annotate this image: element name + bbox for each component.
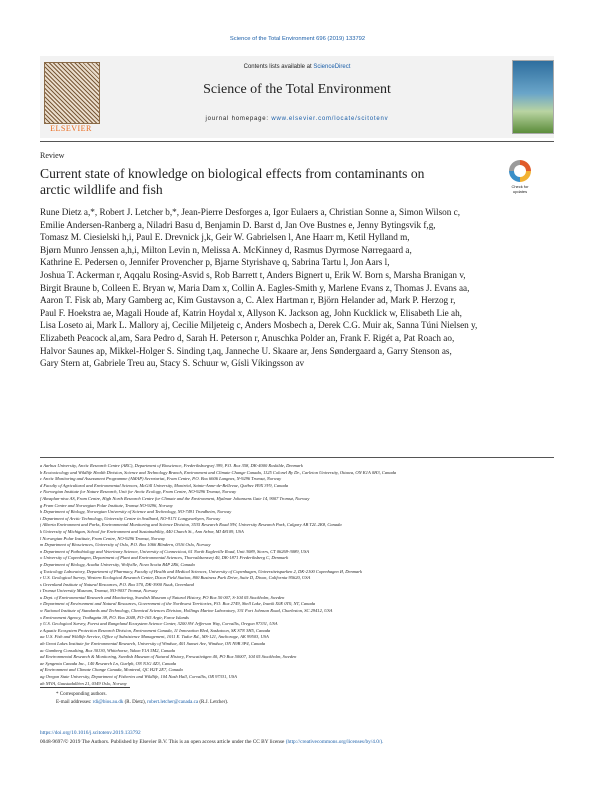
affiliation: v Department of Environment and Natural Resources, Government of the Northwest Territories, P.O. Box 2749, Shell Lake, Inuvik X0E 0T0, NT, Canada <box>40 601 316 607</box>
doi-block <box>40 729 383 746</box>
affiliation: m Department of Biosciences, University of Oslo, P.O. Box 1066 Blindern, 0316 Oslo, Norway <box>40 542 211 548</box>
author-line: Halvor Saunes ap, Mikkel-Holger S. Sinding t,aq, Janneche U. Skaare ar, Jens Søndergaard a, Garry Stenson as, <box>40 345 452 356</box>
author-line: Paul F. Hoekstra ae, Magali Houde af, Katrin Hoydal x, Allyson K. Jackson ag, John Kucklick w, Elisabeth Lie ah, <box>40 307 462 318</box>
paper-title <box>40 166 480 198</box>
author-list <box>40 206 560 370</box>
contents-line <box>40 64 554 70</box>
affiliation: k University of Michigan, School for Environment and Sustainability, 440 Church St., Ann Arbor, MI 48109, USA <box>40 528 244 534</box>
affiliation: f Akvaplan-niva AS, Fram Centre, High North Research Centre for Climate and the Environment, Hjalmar Johansens Gate 14, 9007 Tromsø, Norway <box>40 495 310 501</box>
title-line: arctic wildlife and fish <box>40 182 163 197</box>
author-line: Kathrine E. Pedersen o, Jennifer Provencher p, Bjarne Styrishave q, Sabrina Tartu l, Jon Aars l, <box>40 257 390 268</box>
affiliation: o University of Copenhagen, Department of Plant and Environmental Sciences, Thorvaldsensvej 40, DK-1871 Frederiksberg C, Denmark <box>40 555 289 561</box>
affiliation: x Environment Agency, Traðagøta 38, P.O. Box 2048, FO-165 Argir, Faroe Islands <box>40 614 189 620</box>
affiliation: ae Syngenta Canada Inc., 140 Research Ln, Guelph, ON N1G 4Z3, Canada <box>40 660 177 666</box>
journal-cover-image[interactable] <box>512 60 554 134</box>
affiliation: ah NIVA, Gaustadalléen 21, 0349 Oslo, Norway <box>40 680 127 686</box>
author-line: Aaron T. Fisk ab, Mary Gamberg ac, Kim Gustavson a, C. Alex Hartman r, Björn Helander ad, Mark P. Herzog r, <box>40 295 456 306</box>
affiliation: r U.S. Geological Survey, Western Ecological Research Center, Dixon Field Station, 800 Business Park Drive, Suite D, Dixon, California 95620, USA <box>40 575 311 581</box>
journal-reference[interactable]: Science of the Total Environment 696 (2019) 133792 <box>229 36 366 42</box>
affiliation: l Norwegian Polar Institute, Fram Centre, NO-9296 Tromsø, Norway <box>40 535 166 541</box>
affiliation: w National Institute of Standards and Technology, Chemical Sciences Division, Hollings Marine Laboratory, 331 Fort Johnson Road, Charleston, SC 29412, USA <box>40 608 333 614</box>
affiliation: ab Great Lakes Institute for Environmental Research, University of Windsor, 401 Sunset Ave, Windsor, ON N9B 3P4, Canada <box>40 641 266 647</box>
header-rule <box>40 141 554 142</box>
affiliation: n Department of Pathobiology and Veterinary Science, University of Connecticut, 61 North Eagleville Road, Unit 3089, Storrs, CT 06269-3089, USA <box>40 548 310 554</box>
check-updates-label: Check for updates <box>511 184 529 194</box>
homepage-line <box>40 116 554 122</box>
affiliation: e Norwegian Institute for Nature Research, Unit for Arctic Ecology, Fram Centre, NO-9296 Tromsø, Norway <box>40 489 237 495</box>
affiliation: p Department of Biology, Acadia University, Wolfville, Nova Scotia B4P 2R6, Canada <box>40 561 195 567</box>
affiliation: h Department of Biology, Norwegian University of Science and Technology, NO-7491 Trondheim, Norway <box>40 509 232 515</box>
corresponding-label: * Corresponding authors. <box>56 692 107 697</box>
license-link[interactable]: (http://creativecommons.org/licenses/by/4.0/). <box>285 738 384 745</box>
doi-link[interactable]: https://doi.org/10.1016/j.scitotenv.2019.133792 <box>40 730 141 736</box>
affiliation: z Aquatic Ecosystem Protection Research Division, Environment Canada, 11 Innovation Blvd, Saskatoon, SK S7N 3H5, Canada <box>40 627 271 633</box>
journal-header <box>40 56 554 138</box>
author-line: Gary Stern at, Gabriele Treu au, Stacy S. Schuur w, Gísli Víkingsson av <box>40 358 305 369</box>
article-type: Review <box>40 151 65 160</box>
email-prefix: E-mail addresses: <box>56 700 92 705</box>
check-updates-icon <box>509 160 531 182</box>
homepage-prefix: journal homepage: <box>205 116 269 122</box>
homepage-link[interactable]: www.elsevier.com/locate/scitotenv <box>271 116 389 122</box>
affiliation: a Aarhus University, Arctic Research Centre (ARC), Department of Bioscience, Frederiksborgvej 399, P.O. Box 358, DK-4000 Roskilde, Denmark <box>40 463 303 468</box>
affiliation: ad Environmental Research & Monitoring, Swedish Museum of Natural History, Frescativägen 40, PO Box 50007, 104 05 Stockholm, Sweden <box>40 654 297 660</box>
copyright-line <box>40 738 383 747</box>
affiliation: c Arctic Monitoring and Assessment Programme (AMAP) Secretariat, Fram Centre, P.O. Box 6606 Langnes, N-9296 Tromsø, Norway <box>40 476 282 482</box>
affiliation: j Alberta Environment and Parks, Environmental Monitoring and Science Division, 3535 Research Road NW, University Research Park, Calgary AB T2L 2K8, Canada <box>40 522 342 528</box>
sciencedirect-link[interactable]: ScienceDirect <box>313 64 351 70</box>
affiliation: ac Gamberg Consulting, Box 30130, Whitehorse, Yukon Y1A 5M2, Canada <box>40 647 175 653</box>
affiliation-list <box>40 463 560 687</box>
corresponding-authors <box>40 691 228 707</box>
email-name-dietz: (R. Dietz), <box>124 700 146 705</box>
author-line: Joshua T. Ackerman r, Aqqalu Rosing-Asvid s, Rob Barrett t, Anders Bignert u, Erik W. Born s, Marsha Branigan v, <box>40 269 466 280</box>
title-line: Current state of knowledge on biological effects from contaminants on <box>40 166 425 181</box>
author-line: Tomasz M. Ciesielski h,i, Paul E. Drevnick j,k, Geir W. Gabrielsen l, Ane Haarr m, Ketil Hylland m, <box>40 232 410 243</box>
footnote-rule <box>40 687 130 688</box>
email-link-letcher[interactable]: robert.letcher@canada.ca <box>147 700 199 705</box>
email-name-letcher: (R.J. Letcher). <box>199 700 229 705</box>
affiliation: b Ecotoxicology and Wildlife Health Division, Science and Technology Branch, Environment and Climate Change Canada, 1125 Colonel By Dr., Carleton University, Ottawa, ON K1A 0H3, Canada <box>40 469 397 475</box>
affiliation: aa U.S. Fish and Wildlife Service, Office of Subsistence Management, 1011 E. Tudor Rd., MS-121, Anchorage, AK 99503, USA <box>40 634 269 640</box>
email-link-dietz[interactable]: rdi@bios.au.dk <box>92 700 124 705</box>
author-line: Rune Dietz a,*, Robert J. Letcher b,*, Jean-Pierre Desforges a, Igor Eulaers a, Christian Sonne a, Simon Wilson c, <box>40 207 461 217</box>
journal-title: Science of the Total Environment <box>203 82 391 97</box>
affiliation: g Fram Centre and Norwegian Polar Institute, Tromsø NO-9296, Norway <box>40 502 173 508</box>
check-for-updates-button[interactable] <box>505 160 535 200</box>
affiliations-rule <box>40 457 554 458</box>
affiliation: q Toxicology Laboratory, Department of Pharmacy, Faculty of Health and Medical Sciences, University of Copenhagen, Universitetsparken 2, DK-2100 Copenhagen Ø, Denmark <box>40 568 363 574</box>
affiliation: s Greenland Institute of Natural Resources, P.O. Box 570, DK-3900 Nuuk, Greenland <box>40 581 194 587</box>
affiliation: d Faculty of Agricultural and Environmental Sciences, McGill University, Montréal, Sainte-Anne-de-Bellevue, Québec H9X 3V9, Canada <box>40 482 289 488</box>
author-line: Lisa Loseto ai, Mark L. Mallory aj, Cecilie Miljeteig c, Anders Mosbech a, Derek C.G. Muir ak, Sanna Túni Nielsen y, <box>40 320 478 331</box>
author-line: Bjørn Munro Jenssen a,h,i, Milton Levin n, Melissa A. McKinney d, Rasmus Dyrmose Nørregaard a, <box>40 244 412 255</box>
contents-prefix: Contents lists available at <box>243 64 312 70</box>
copyright-text: 0048-9697/© 2019 The Authors. Published by Elsevier B.V. This is an open access article under the CC BY license <box>40 738 285 745</box>
affiliation: i Department of Arctic Technology, University Centre in Svalbard, NO-9171 Longyearbyen, Norway <box>40 515 221 521</box>
affiliation: t Tromsø University Museum, Tromsø, NO-9037 Tromsø, Norway <box>40 588 158 594</box>
elsevier-wordmark: ELSEVIER <box>50 124 92 133</box>
affiliation: ag Oregon State University, Department of Fisheries and Wildlife, 104 Nash Hall, Corvallis, OR 97331, USA <box>40 674 237 679</box>
affiliation: y U.S. Geological Survey, Forest and Rangeland Ecosystem Science Center, 3200 SW Jefferson Way, Corvallis, Oregon 97331, USA <box>40 621 278 627</box>
author-line: Birgit Braune b, Colleen E. Bryan w, Maria Dam x, Collin A. Eagles-Smith y, Marlene Evans z, Thomas J. Evans aa, <box>40 282 470 293</box>
affiliation: af Environment and Climate Change Canada, Montreal, QC H2Y 2E7, Canada <box>40 667 183 673</box>
author-line: Elizabeth Peacock al,am, Sara Pedro d, Sarah H. Peterson r, Anuschka Polder an, Frank F. Rigét a, Pat Roach ao, <box>40 332 455 343</box>
author-line: Emilie Andersen-Ranberg a, Niladri Basu d, Benjamin D. Barst d, Jan Ove Bustnes e, Jenny Bytingsvik f,g, <box>40 219 436 230</box>
email-line <box>40 699 228 707</box>
affiliation: u Dept. of Environmental Research and Monitoring, Swedish Museum of Natural History, PO Box 50 007, S-104 05 Stockholm, Sweden <box>40 594 285 600</box>
